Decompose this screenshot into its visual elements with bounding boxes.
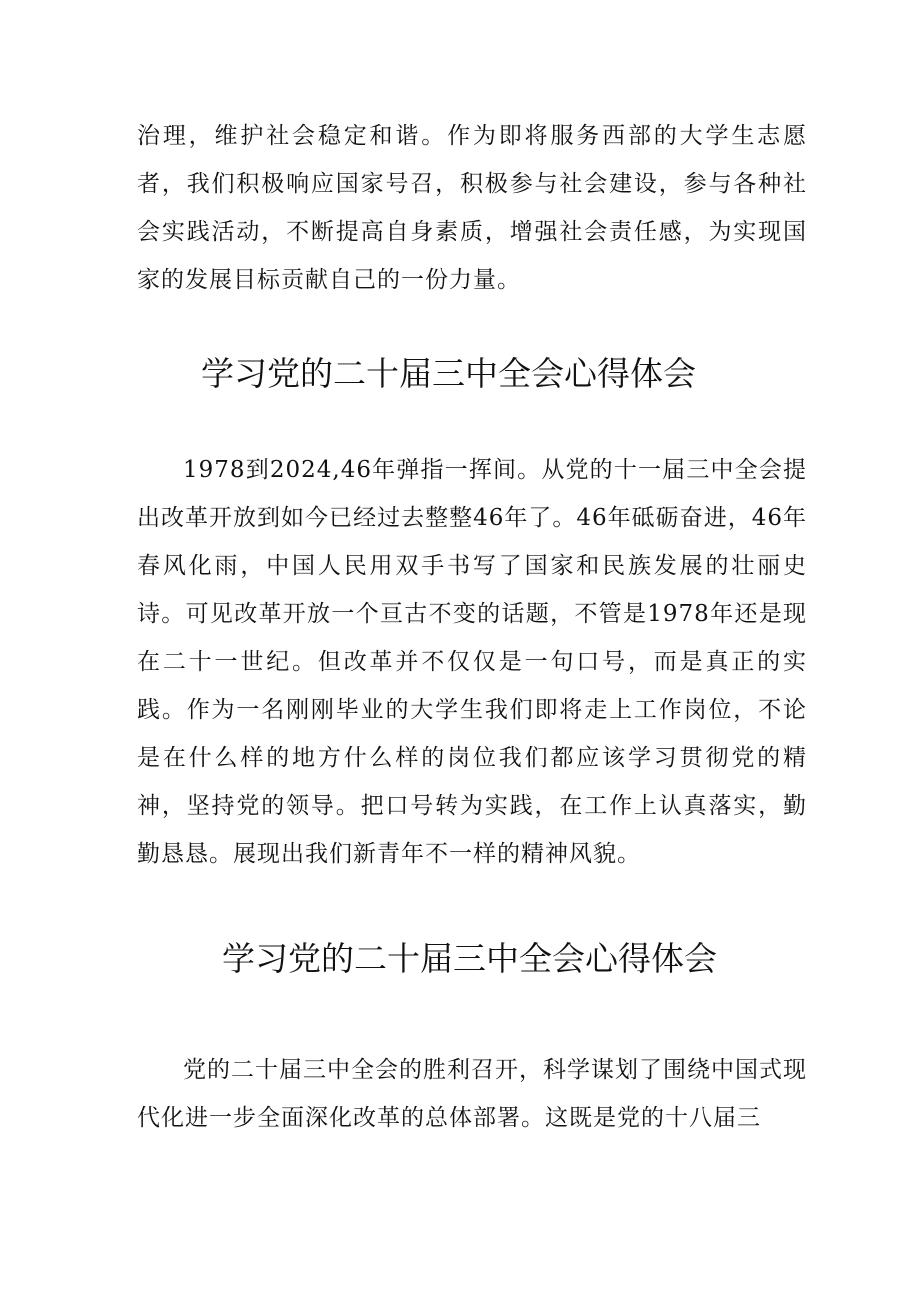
intro-paragraph: 治理，维护社会稳定和谐。作为即将服务西部的大学生志愿者，我们积极响应国家号召，积极参与社会建设，参与各种社会实践活动，不断提高自身素质，增强社会责任感，为实现国家的发展目标贡献自己的一份力量。 [137, 123, 807, 293]
section-paragraph-2: 党的二十届三中全会的胜利召开，科学谋划了围绕中国式现代化进一步全面深化改革的总体部署。这既是党的十八届三 [137, 1057, 807, 1131]
section-heading-2: 学习党的二十届三中全会心得体会 [222, 939, 717, 978]
section-heading-1: 学习党的二十届三中全会心得体会 [201, 354, 696, 393]
section-paragraph-1: 1978到2024,46年弹指一挥间。从党的十一届三中全会提出改革开放到如今已经过去整整46年了。46年砥砺奋进，46年春风化雨，中国人民用双手书写了国家和民族发展的壮丽史诗。可见改革开放一个亘古不变的话题，不管是1978年还是现在二十一世纪。但改革并不仅仅是一句口号，而是真正的实践。作为一名刚刚毕业的大学生我们即将走上工作岗位，不论是在什么样的地方什么样的岗位我们都应该学习贯彻党的精神，坚持党的领导。把口号转为实践，在工作上认真落实，勤勤恳恳。展现出我们新青年不一样的精神风貌。 [137, 457, 807, 867]
